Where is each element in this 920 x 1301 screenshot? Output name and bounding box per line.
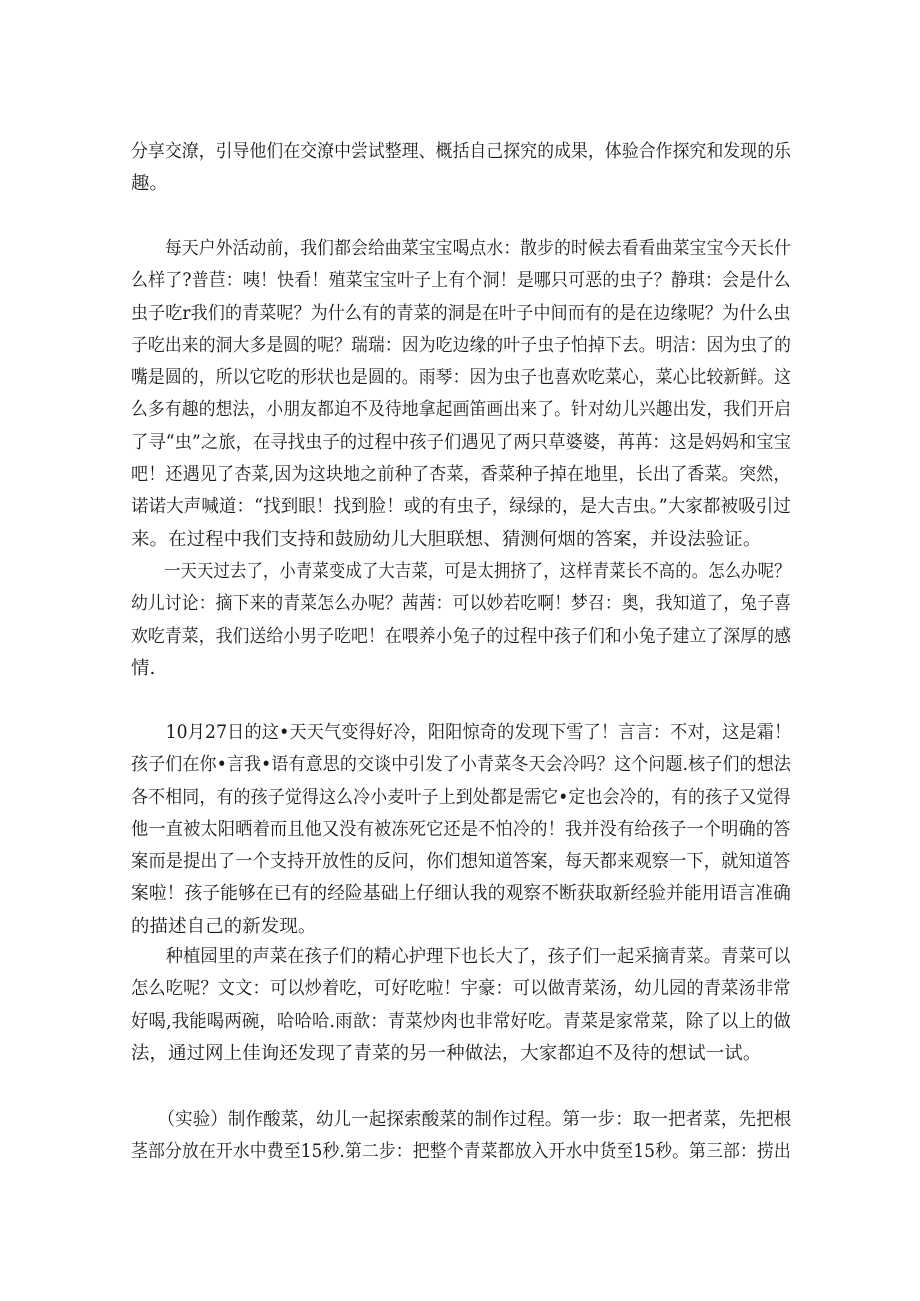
- text-line: 法，通过网上佳询还发现了青菜的另一种做法，大家都迫不及待的想试一试。: [131, 1042, 762, 1064]
- text-line: 案啦！孩子能够在已有的经险基础上仔细认我的观察不断获取新经验并能用语言准确: [131, 883, 792, 905]
- text-line: 欢吃青菜，我们送给小男子吃吧！在喂养小兔子的过程中孩子们和小兔子建立了深厚的感: [131, 625, 792, 647]
- text-line: 孩子们在你•言我•语有意思的交谈中引发了小青菜冬天会冷吗？这个问题.核子们的想法: [131, 754, 791, 776]
- text-line: 么多有趣的想法，小朋友都迫不及待地拿起画笛画出来了。针对幼儿兴趣出发，我们开启: [131, 399, 792, 421]
- text-line: 每天户外活动前，我们都会给曲菜宝宝喝点水：散步的时候去看看曲菜宝宝今天长什: [131, 238, 792, 259]
- text-line: 好喝,我能喝两碗，哈哈哈.雨歆：青菜炒肉也非常好吃。青菜是家常菜，除了以上的做: [131, 1010, 791, 1032]
- text-line: 来。在过程中我们支持和鼓励幼儿大胆联想、猜测何烟的答案，并设法验证。: [131, 528, 762, 550]
- text-line: 分享交潦，引导他们在交潦中尝试整理、概括自己探究的成果，体验合作探究和发现的乐: [131, 141, 792, 162]
- text-line: 嘴是圆的，所以它吃的形状也是圆的。雨琴：因为虫子也喜欢吃菜心，菜心比较新鲜。这: [131, 367, 792, 389]
- text-line: 怎么吃呢？文文：可以炒着吃，可好吃啦！宇豪：可以做青菜汤，幼儿园的青菜汤非常: [131, 978, 791, 1000]
- text-line: 的描述自己的新发现。: [131, 915, 317, 937]
- text-line: 种植园里的声菜在孩子们的精心护理下也长大了，孩子们一起采摘青菜。青菜可以: [131, 946, 791, 967]
- text-line: 吧！还遇见了杏菜,因为这块地之前种了杏菜，香菜种子掉在地里，长出了香菜。突然，: [131, 464, 791, 486]
- paragraph-1: [131, 136, 791, 201]
- text-line: 情.: [131, 657, 156, 679]
- paragraph-5: [131, 941, 791, 1070]
- text-line: 了寻“虫”之旅，在寻找虫子的过程中孩子们遇见了两只草婆婆，苒苒：这是妈妈和宝宝: [131, 431, 792, 453]
- paragraph-3: [131, 556, 791, 685]
- paragraph-4: [131, 717, 791, 943]
- text-line: 茎部分放在开水中费至15秒.第二步：把整个青菜都放入开水中货至15秒。第三部：捞出: [131, 1141, 791, 1163]
- paragraph-6: [131, 1104, 791, 1169]
- text-line: （实验）制作酸菜，幼儿一起探索酸菜的制作过程。第一步：取一把者菜，先把根: [131, 1109, 792, 1130]
- text-line: 他一直被太阳晒着而且他又没有被冻死它还是不怕冷的！我并没有给孩子一个明确的答: [131, 818, 791, 840]
- text-line: 一天天过去了，小青菜变成了大吉菜，可是太拥挤了，这样青菜长不高的。怎么办呢？: [131, 561, 791, 582]
- text-line: 虫子吃r我们的青菜呢？为什么有的青菜的洞是在叶子中间而有的是在边缘呢？为什么虫: [131, 302, 791, 324]
- text-line: 诺诺大声喊道：“找到眼！找到脸！或的有虫子，绿绿的，是大吉虫。”大家都被吸引过: [131, 496, 791, 518]
- text-line: 10月27日的这•天天气变得好冷，阳阳惊奇的发现下雪了！言言：不对，这是霜！: [131, 722, 792, 743]
- paragraph-2: [131, 233, 791, 556]
- text-line: 趣。: [131, 173, 169, 195]
- text-line: 幼儿讨论：摘下来的青菜怎么办呢？茜茜：可以妙若吃啊！梦召：奥，我知道了，兔子喜: [131, 593, 792, 615]
- text-line: 么样了?普苣：咦！快看！殖菜宝宝叶子上有个洞！是哪只可恶的虫子？静琪：会是什么: [131, 270, 791, 292]
- text-line: 各不相同，有的孩子觉得这么冷小麦叶子上到处都是需它•定也会冷的，有的孩子又觉得: [131, 786, 791, 808]
- text-line: 案而是提出了一个支持开放性的反问，你们想知道答案，每天都来观察一下，就知道答: [131, 851, 791, 873]
- text-line: 子吃出来的洞大多是圆的呢？瑞瑞：因为吃边缘的叶子虫子怕掉下去。明洁：因为虫了的: [131, 334, 792, 356]
